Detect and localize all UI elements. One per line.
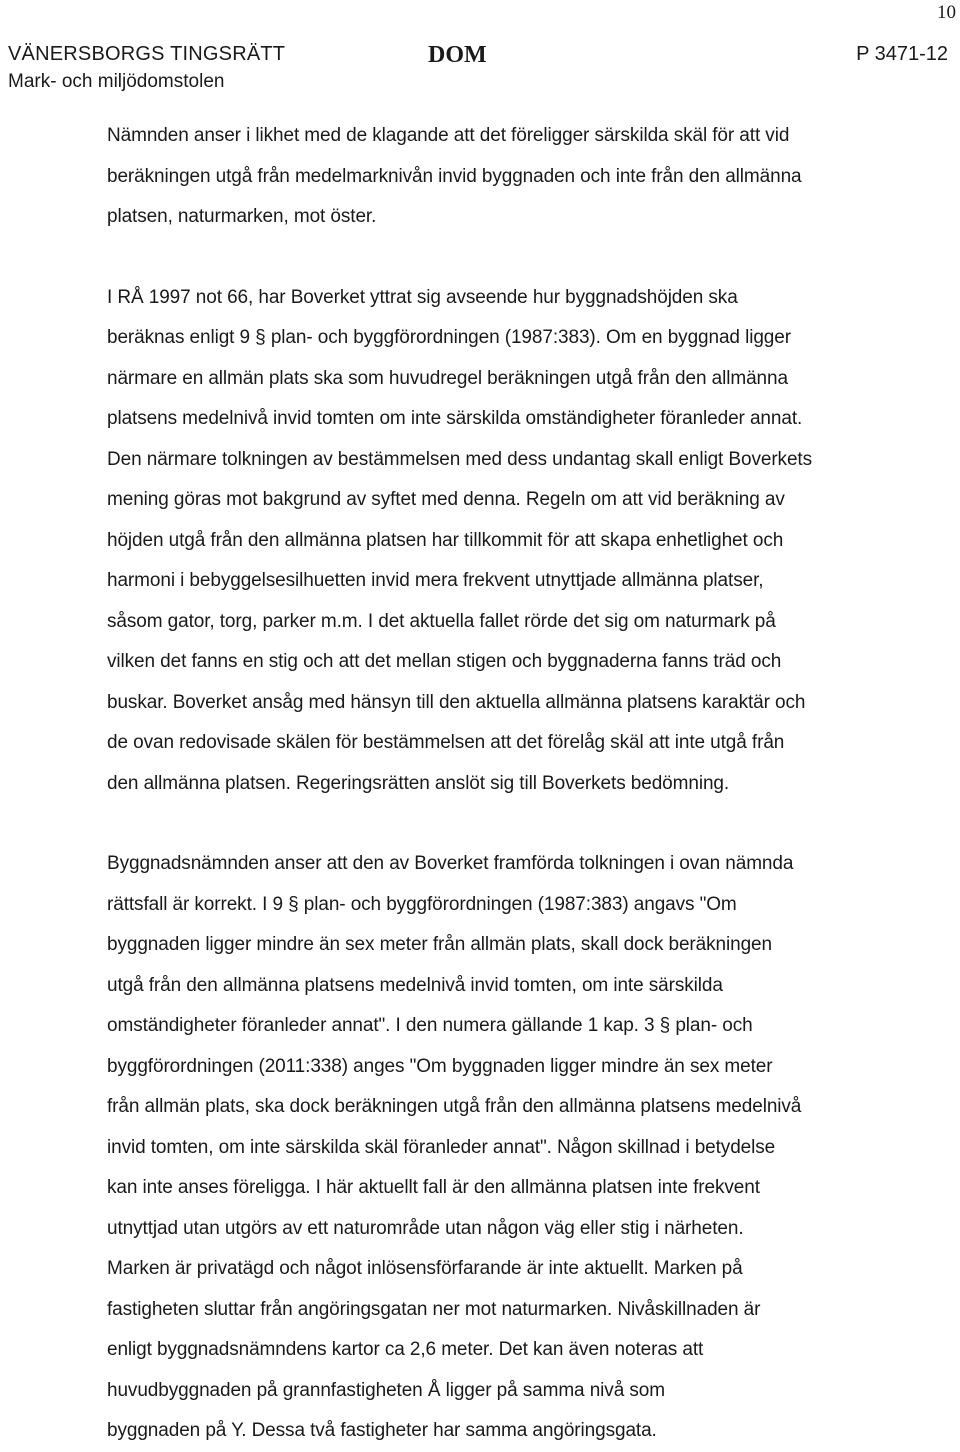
court-division: Mark- och miljödomstolen bbox=[8, 71, 225, 92]
text-line: byggnaden på Y. Dessa två fastigheter har samma angöringsgata. bbox=[107, 1420, 657, 1441]
text-line: huvudbyggnaden på grannfastigheten Å ligger på samma nivå som bbox=[107, 1379, 665, 1401]
text-line: vilken det fanns en stig och att det mellan stigen och byggnaderna fanns träd och bbox=[107, 651, 782, 672]
text-line: höjden utgå från den allmänna platsen har tillkommit för att skapa enhetlighet och bbox=[107, 529, 784, 551]
text-line: de ovan redovisade skälen för bestämmelsen att det förelåg skäl att inte utgå från bbox=[107, 732, 785, 753]
paragraph-1 bbox=[107, 116, 907, 238]
paragraph-3 bbox=[107, 844, 907, 1452]
document-body bbox=[107, 116, 907, 1452]
text-line: beräkningen utgå från medelmarknivån invid byggnaden och inte från den allmänna bbox=[107, 165, 802, 187]
text-line: byggförordningen (2011:338) anges "Om byggnaden ligger mindre än sex meter bbox=[107, 1055, 773, 1077]
page-number: 10 bbox=[937, 2, 956, 23]
court-name: VÄNERSBORGS TINGSRÄTT bbox=[8, 43, 286, 65]
text-line: såsom gator, torg, parker m.m. I det aktuella fallet rörde det sig om naturmark på bbox=[107, 610, 776, 632]
text-line: invid tomten, om inte särskilda skäl föranleder annat". Någon skillnad i betydelse bbox=[107, 1136, 776, 1158]
text-line: närmare en allmän plats ska som huvudregel beräkningen utgå från den allmänna bbox=[107, 367, 788, 389]
document-type: DOM bbox=[428, 42, 487, 68]
text-line: Den närmare tolkningen av bestämmelsen med dess undantag skall enligt Boverkets bbox=[107, 448, 812, 470]
text-line: Byggnadsnämnden anser att den av Boverket framförda tolkningen i ovan nämnda bbox=[107, 853, 794, 874]
case-number: P 3471-12 bbox=[856, 43, 948, 65]
text-line: byggnaden ligger mindre än sex meter från allmän plats, skall dock beräkningen bbox=[107, 934, 772, 955]
text-line: omständigheter föranleder annat". I den numera gällande 1 kap. 3 § plan- och bbox=[107, 1015, 753, 1036]
text-line: den allmänna platsen. Regeringsrätten anslöt sig till Boverkets bedömning. bbox=[107, 772, 730, 794]
text-line: fastigheten sluttar från angöringsgatan ner mot naturmarken. Nivåskillnaden är bbox=[107, 1298, 761, 1320]
text-line: buskar. Boverket ansåg med hänsyn till den aktuella allmänna platsens karaktär och bbox=[107, 691, 806, 713]
text-line: platsen, naturmarken, mot öster. bbox=[107, 206, 377, 227]
document-header bbox=[8, 40, 948, 96]
text-line: utnyttjad utan utgörs av ett naturområde utan någon väg eller stig i närheten. bbox=[107, 1217, 744, 1239]
text-line: kan inte anses föreligga. I här aktuellt fall är den allmänna platsen inte frekvent bbox=[107, 1177, 760, 1198]
text-line: mening göras mot bakgrund av syftet med denna. Regeln om att vid beräkning av bbox=[107, 489, 785, 510]
text-line: Marken är privatägd och något inlösensförfarande är inte aktuellt. Marken på bbox=[107, 1258, 743, 1279]
text-line: harmoni i bebyggelsesilhuetten invid mera frekvent utnyttjade allmänna platser, bbox=[107, 570, 764, 591]
text-line: enligt byggnadsnämndens kartor ca 2,6 meter. Det kan även noteras att bbox=[107, 1339, 704, 1360]
text-line: I RÅ 1997 not 66, har Boverket yttrat sig avseende hur byggnadshöjden ska bbox=[107, 286, 738, 308]
text-line: rättsfall är korrekt. I 9 § plan- och byggförordningen (1987:383) angavs "Om bbox=[107, 893, 737, 915]
text-line: från allmän plats, ska dock beräkningen utgå från den allmänna platsens medelnivå bbox=[107, 1096, 802, 1117]
text-line: platsens medelnivå invid tomten om inte särskilda omständigheter föranleder annat. bbox=[107, 408, 803, 429]
text-line: Nämnden anser i likhet med de klagande att det föreligger särskilda skäl för att vid bbox=[107, 125, 790, 146]
text-line: utgå från den allmänna platsens medelnivå invid tomten, om inte särskilda bbox=[107, 974, 723, 996]
paragraph-2 bbox=[107, 278, 907, 805]
text-line: beräknas enligt 9 § plan- och byggförordningen (1987:383). Om en byggnad ligger bbox=[107, 327, 791, 348]
